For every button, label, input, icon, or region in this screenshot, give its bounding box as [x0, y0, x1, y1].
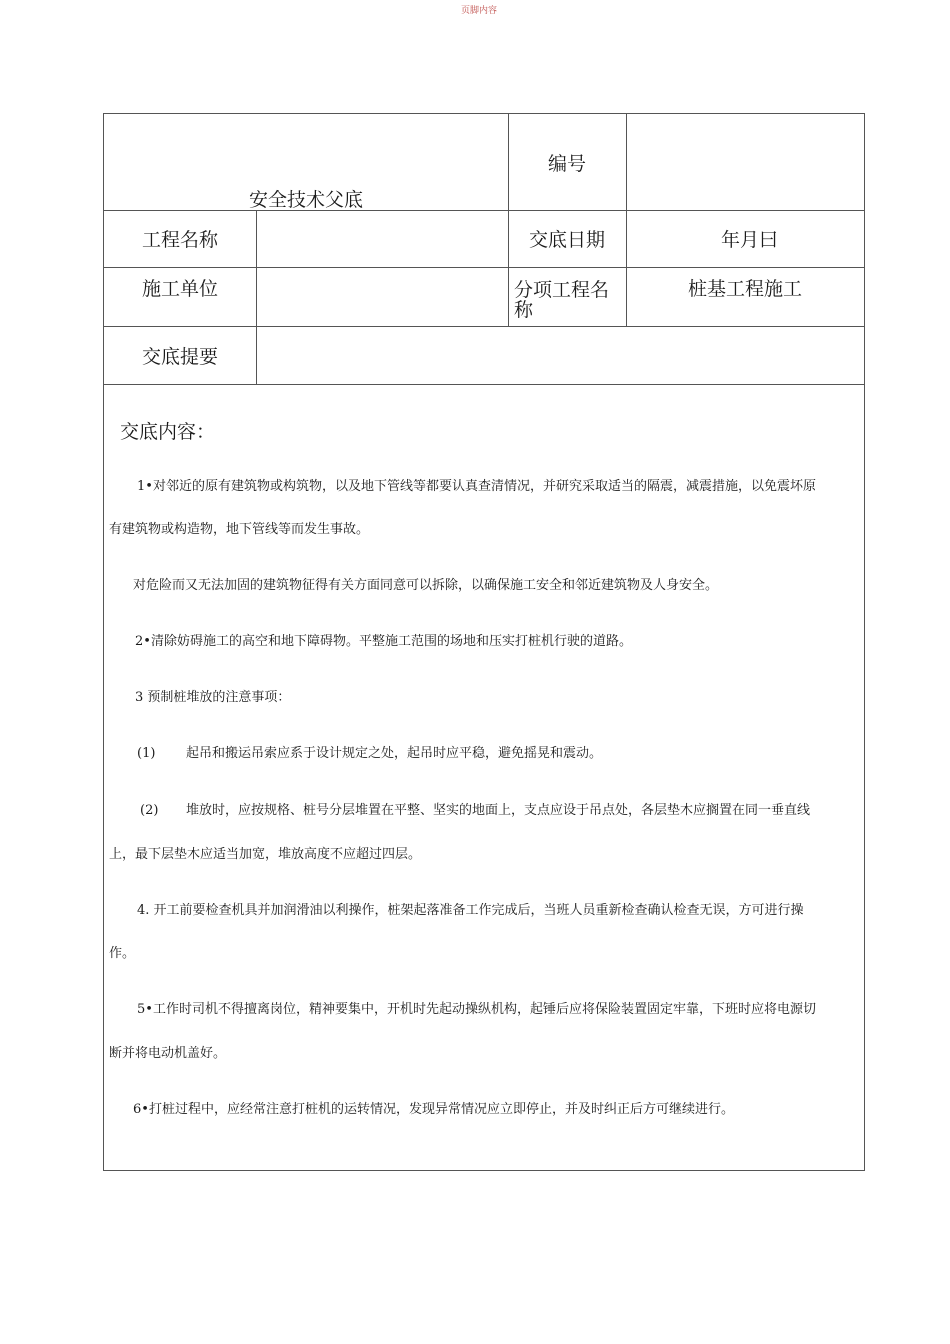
content-line: 2•清除妨碍施工的高空和地下障碍物。平整施工范围的场地和压实打桩机行驶的道路。 [135, 634, 632, 649]
subproject-label: 分项工程名 [514, 279, 610, 301]
column-divider [626, 114, 627, 326]
content-line: 有建筑物或构造物，地下管线等而发生事故。 [109, 522, 370, 537]
content-line: 3 预制桩堆放的注意事项： [135, 690, 291, 705]
project-name-label: 工程名称 [142, 229, 219, 251]
row-divider [104, 210, 864, 211]
summary-label: 交底提要 [142, 346, 219, 368]
content-line: 上，最下层垫木应适当加宽，堆放高度不应超过四层。 [109, 847, 422, 862]
date-label: 交底日期 [529, 229, 606, 251]
date-value: 年月曰 [721, 229, 779, 251]
page-header-mark: 页脚内容 [461, 6, 498, 16]
row-divider [104, 267, 864, 268]
subproject-value: 桩基工程施工 [688, 278, 803, 300]
number-label: 编号 [548, 153, 587, 175]
content-line: 6•打桩过程中，应经常注意打桩机的运转情况，发现异常情况应立即停止，并及时纠正后方可继续进行。 [133, 1102, 734, 1117]
content-line: 5•工作时司机不得擅离岗位，精神要集中，开机时先起动操纵机构，起锤后应将保险装置固定牢靠，下班时应将电源切 [137, 1002, 816, 1017]
content-item-number: (2) [140, 803, 159, 818]
content-item-number: (1) [137, 746, 156, 761]
subproject-label-continued: 称 [514, 299, 534, 321]
row-divider [104, 326, 864, 327]
column-divider [508, 114, 509, 326]
content-line: 起吊和搬运吊索应系于设计规定之处，起吊时应平稳，避免摇晃和震动。 [186, 746, 603, 761]
column-divider [256, 210, 257, 384]
form-title: 安全技术父底 [249, 189, 364, 211]
content-line: 堆放时，应按规格、桩号分层堆置在平整、坚实的地面上，支点应设于吊点处，各层垫木应搁置在同一垂直线 [186, 803, 811, 818]
content-line: 1•对邻近的原有建筑物或构筑物，以及地下管线等都要认真查清情况，并研究采取适当的隔震，减震措施，以免震坏原 [137, 479, 816, 494]
construction-unit-label: 施工单位 [142, 278, 219, 300]
content-line: 对危险而又无法加固的建筑物征得有关方面同意可以拆除，以确保施工安全和邻近建筑物及人身安全。 [133, 578, 719, 593]
content-title: 交底内容： [120, 421, 216, 443]
row-divider [104, 384, 864, 385]
content-line: 4. 开工前要检查机具并加润滑油以利操作，桩架起落准备工作完成后，当班人员重新检查确认检查无误，方可进行操 [137, 903, 804, 918]
content-line: 断并将电动机盖好。 [109, 1046, 227, 1061]
content-line: 作。 [109, 946, 136, 961]
